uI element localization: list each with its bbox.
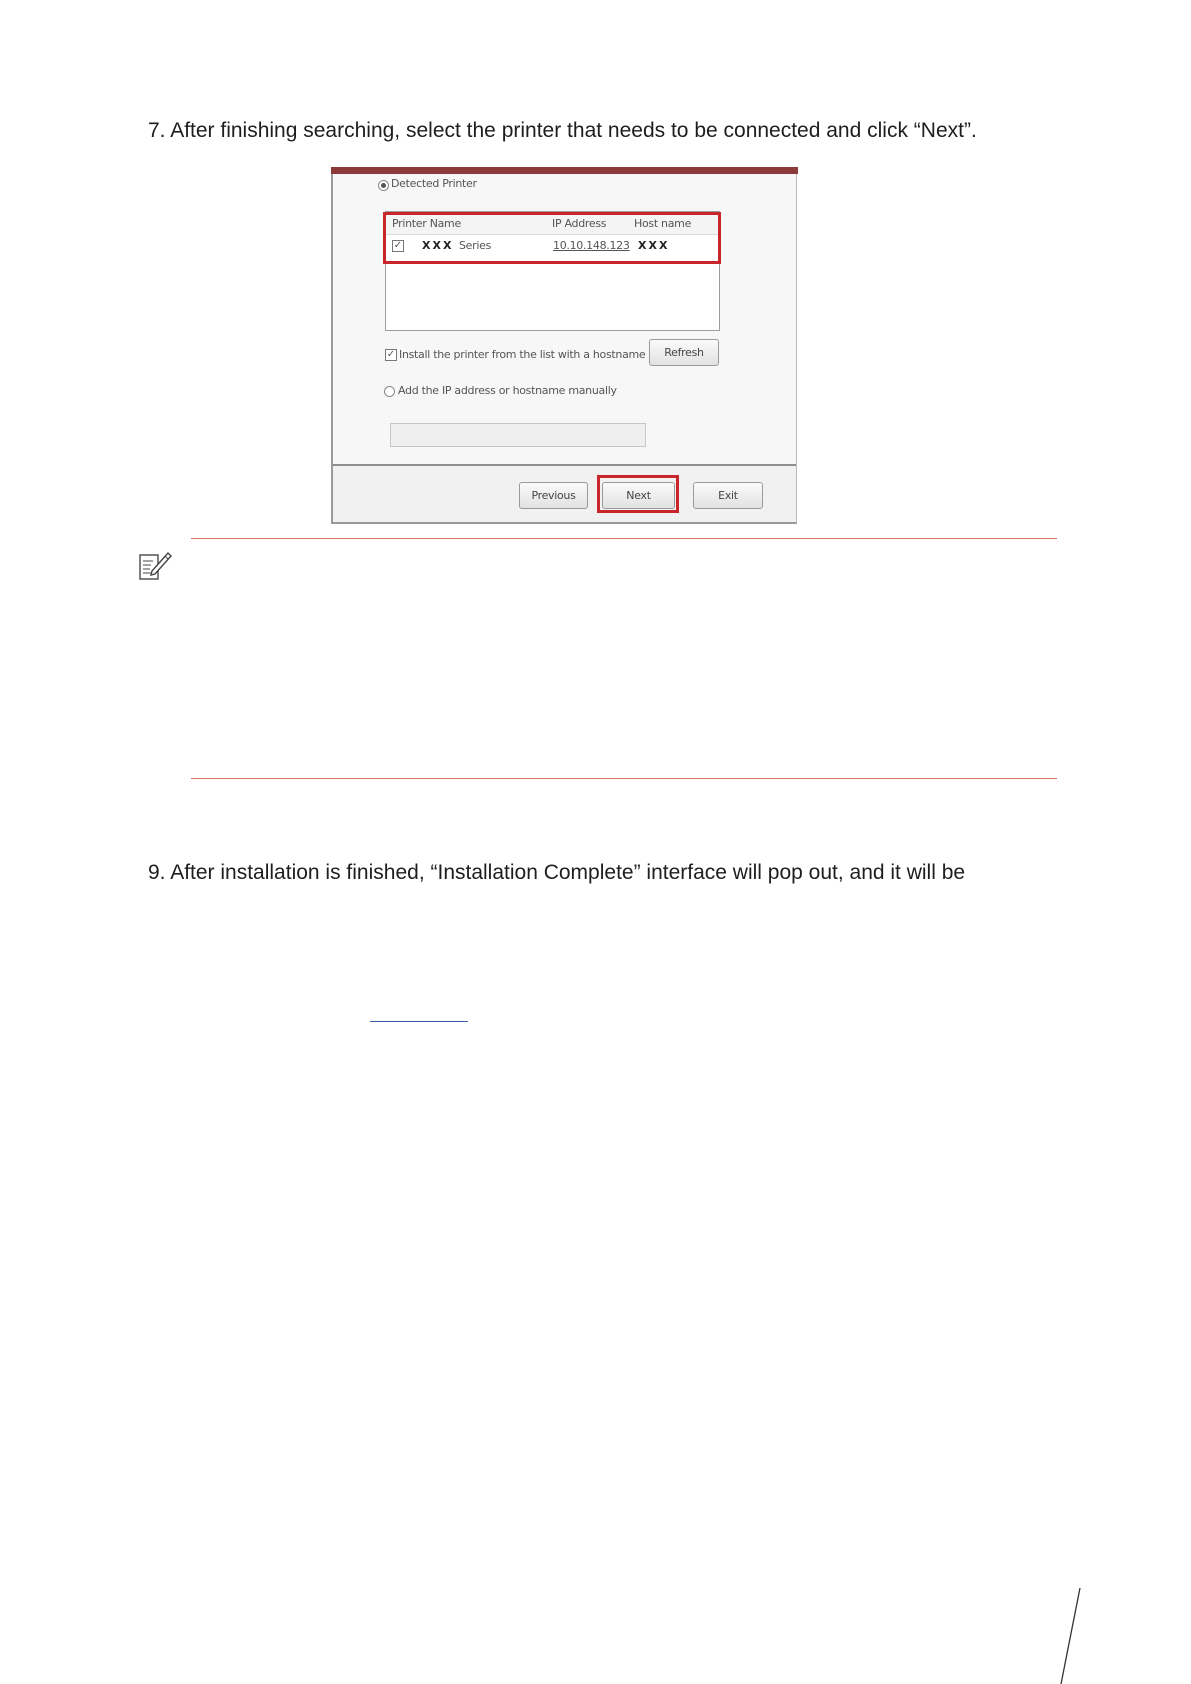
printer-name-strong: XXX: [422, 239, 454, 252]
detected-printer-label: Detected Printer: [391, 177, 477, 190]
exit-button[interactable]: Exit: [693, 482, 763, 509]
next-button[interactable]: Next: [602, 482, 675, 509]
detected-printer-radio[interactable]: [378, 180, 389, 191]
column-ip-address: IP Address: [552, 217, 607, 230]
printer-host-name: XXX: [638, 239, 670, 252]
manual-entry-radio[interactable]: [384, 386, 395, 397]
previous-button[interactable]: Previous: [519, 482, 588, 509]
note-bottom-rule: [191, 778, 1057, 779]
printer-name-suffix: Series: [459, 239, 492, 252]
manual-entry-label: Add the IP address or hostname manually: [398, 384, 617, 397]
dialog-footer: [333, 466, 796, 522]
next-button-highlight: [597, 475, 679, 513]
step-9-instruction: 9. After installation is finished, “Installation Complete” interface will pop out, and it will be: [148, 861, 966, 884]
manual-address-input[interactable]: [390, 423, 646, 447]
note-pencil-icon: [138, 551, 172, 583]
refresh-button[interactable]: Refresh: [649, 339, 719, 366]
column-printer-name: Printer Name: [392, 217, 461, 230]
installer-dialog-screenshot: [331, 167, 797, 524]
printer-row-highlight: [383, 212, 721, 264]
column-host-name: Host name: [634, 217, 692, 230]
install-hostname-label: Install the printer from the list with a hostname: [399, 348, 646, 361]
step-7-instruction: 7. After finishing searching, select the printer that needs to be connected and click “Next”.: [148, 119, 977, 142]
install-hostname-checkbox[interactable]: ✓: [386, 349, 396, 360]
printer-row-checkbox[interactable]: ✓: [393, 240, 403, 251]
note-top-rule: [191, 538, 1057, 539]
hyperlink-underline: [370, 1021, 468, 1022]
printer-ip-link[interactable]: 10.10.148.123: [553, 239, 630, 252]
dialog-title-bar: [331, 167, 798, 174]
page-corner-line: [1058, 1588, 1084, 1684]
